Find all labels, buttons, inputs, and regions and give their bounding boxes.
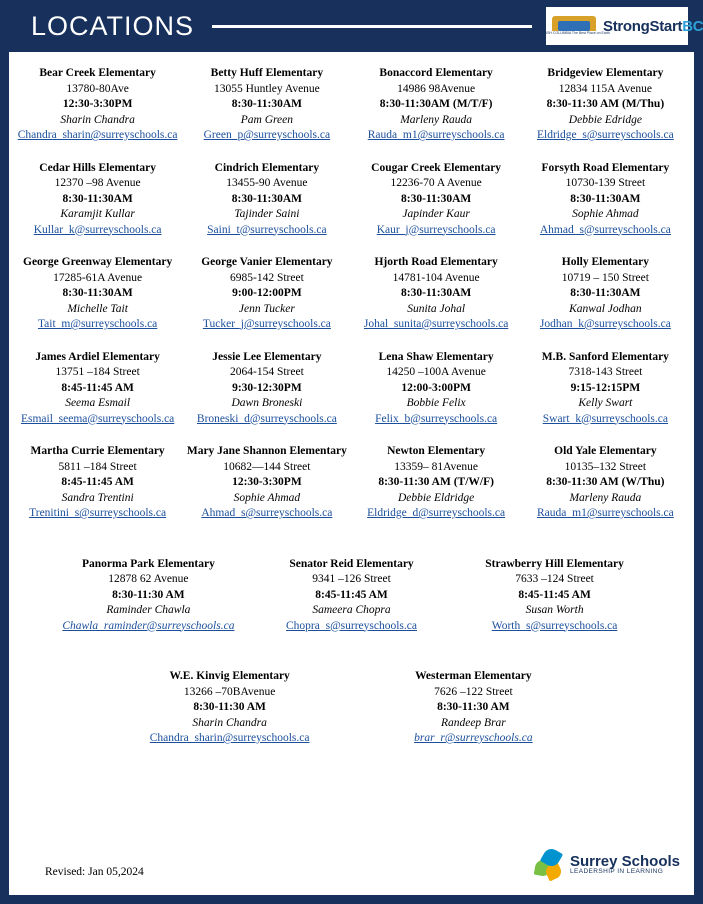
school-name: James Ardiel Elementary xyxy=(35,350,160,363)
school-name: Cedar Hills Elementary xyxy=(39,161,156,174)
locations-row xyxy=(13,557,690,635)
school-contact-email[interactable]: Kaur_j@surreyschools.ca xyxy=(376,223,496,236)
school-contact-name: Debbie Edridge xyxy=(568,113,642,126)
school-hours: 8:30-11:30AM xyxy=(400,287,472,299)
school-address: 10719 – 150 Street xyxy=(561,271,649,284)
school-entry xyxy=(108,669,352,747)
school-hours: 8:30-11:30AM xyxy=(62,192,133,205)
school-address: 12370 –98 Avenue xyxy=(54,177,141,189)
school-contact-email[interactable]: Tait_m@surreyschools.ca xyxy=(37,318,158,330)
school-address: 2064-154 Street xyxy=(229,366,304,378)
school-contact-email[interactable]: Chopra_s@surreyschools.ca xyxy=(286,619,417,632)
school-address: 13780-80Ave xyxy=(66,82,129,95)
school-hours: 12:30-3:30PM xyxy=(232,476,302,488)
surrey-schools-tagline: LEADERSHIP IN LEARNING xyxy=(569,868,664,876)
school-address: 9341 –126 Street xyxy=(312,573,391,585)
school-name: Bonaccord Elementary xyxy=(379,67,493,79)
school-entry xyxy=(521,255,690,333)
school-entry xyxy=(250,557,453,635)
school-name: Bear Creek Elementary xyxy=(39,67,156,79)
school-entry xyxy=(352,350,521,428)
locations-list xyxy=(9,52,694,764)
school-contact-name: Pam Green xyxy=(240,113,294,126)
school-entry xyxy=(13,444,182,522)
school-address: 13266 –70BAvenue xyxy=(183,685,276,698)
strongstart-wordmark xyxy=(603,18,703,35)
school-entry xyxy=(453,557,656,635)
school-name: Mary Jane Shannon Elementary xyxy=(186,445,347,457)
school-entry xyxy=(352,161,521,239)
school-entry xyxy=(182,66,351,144)
school-address: 10135–132 Street xyxy=(564,460,647,473)
school-hours: 8:30-11:30AM xyxy=(570,287,641,299)
school-address: 12236-70 A Avenue xyxy=(390,177,482,189)
school-contact-name: Debbie Eldridge xyxy=(397,491,475,504)
school-address: 13359– 81Avenue xyxy=(394,460,479,473)
school-contact-email[interactable]: Jodhan_k@surreyschools.ca xyxy=(539,318,671,330)
school-contact-email[interactable]: Chandra_sharin@surreyschools.ca xyxy=(17,129,178,141)
school-hours: 8:30-11:30 AM (T/W/F) xyxy=(378,476,494,488)
school-contact-name: Sophie Ahmad xyxy=(572,208,639,220)
school-hours: 12:00-3:00PM xyxy=(401,381,471,394)
school-name: Cougar Creek Elementary xyxy=(371,161,502,174)
school-hours: 8:30-11:30AM xyxy=(570,192,641,205)
school-entry xyxy=(182,444,351,522)
school-hours: 9:30-12:30PM xyxy=(232,381,302,394)
school-contact-name: Kelly Swart xyxy=(578,397,633,409)
crest-caption: BRITISH COLUMBIA The Best Place on Earth xyxy=(538,31,610,36)
school-contact-email[interactable]: Chandra_sharin@surreyschools.ca xyxy=(149,732,310,744)
school-name: Old Yale Elementary xyxy=(554,445,657,457)
school-name: George Greenway Elementary xyxy=(23,256,173,268)
school-contact-name: Sophie Ahmad xyxy=(233,491,301,504)
strongstart-wordmark-main: StrongStart xyxy=(603,17,683,35)
school-contact-name: Karamjit Kullar xyxy=(60,208,135,220)
section-spacer xyxy=(13,539,690,557)
school-entry xyxy=(521,161,690,239)
school-entry xyxy=(352,669,596,747)
school-address: 14781-104 Avenue xyxy=(392,271,480,284)
page-header xyxy=(9,0,703,52)
school-name: George Vanier Elementary xyxy=(201,256,333,268)
school-name: Bridgeview Elementary xyxy=(547,67,664,79)
school-address: 17285-61A Avenue xyxy=(53,271,143,284)
school-name: Jessie Lee Elementary xyxy=(212,350,322,363)
school-name: Betty Huff Elementary xyxy=(210,67,324,79)
school-entry xyxy=(47,557,250,635)
school-hours: 8:30-11:30 AM xyxy=(112,588,185,601)
school-name: Cindrich Elementary xyxy=(214,161,320,174)
school-name: Westerman Elementary xyxy=(415,670,532,682)
school-hours: 8:45-11:45 AM xyxy=(61,476,134,488)
school-contact-name: Tajinder Saini xyxy=(234,208,300,220)
school-name: Newton Elementary xyxy=(387,445,486,457)
leaf-icon xyxy=(535,848,565,882)
school-address: 7626 –122 Street xyxy=(434,685,513,698)
school-contact-name: Susan Worth xyxy=(525,604,584,616)
school-contact-email[interactable]: Chawla_raminder@surreyschools.ca xyxy=(62,619,235,632)
strongstart-bc-logo xyxy=(538,7,703,45)
school-name: M.B. Sanford Elementary xyxy=(541,350,669,363)
school-name: Strawberry Hill Elementary xyxy=(485,557,624,570)
school-entry xyxy=(182,161,351,239)
school-address: 13751 –184 Street xyxy=(55,366,140,378)
school-hours: 9:15-12:15PM xyxy=(570,381,641,394)
school-hours: 8:45-11:45 AM xyxy=(61,381,134,394)
school-address: 12834 115A Avenue xyxy=(558,82,653,95)
school-hours: 8:30-11:30 AM (W/Thu) xyxy=(546,476,665,488)
school-contact-email[interactable]: Esmail_seema@surreyschools.ca xyxy=(20,412,175,425)
page-title: LOCATIONS xyxy=(31,10,195,41)
school-contact-name: Marleny Rauda xyxy=(400,113,473,126)
locations-grid xyxy=(13,66,690,764)
locations-row xyxy=(13,444,690,522)
school-name: Panorma Park Elementary xyxy=(81,557,215,570)
school-contact-email[interactable]: Worth_s@surreyschools.ca xyxy=(491,619,618,632)
school-contact-name: Jenn Tucker xyxy=(238,302,295,315)
school-contact-email[interactable]: Broneski_d@surreyschools.ca xyxy=(196,412,337,425)
locations-row xyxy=(13,255,690,333)
revised-date: Revised: Jan 05,2024 xyxy=(45,866,144,878)
school-address: 10730-139 Street xyxy=(565,177,646,189)
locations-row xyxy=(13,66,690,144)
school-hours: 8:30-11:30 AM xyxy=(437,701,510,713)
school-entry xyxy=(521,66,690,144)
school-contact-email[interactable]: Tucker_j@surreyschools.ca xyxy=(202,318,331,330)
school-hours: 8:30-11:30AM (M/T/F) xyxy=(379,98,493,110)
crest-shield-shape xyxy=(552,16,596,31)
school-address: 13455-90 Avenue xyxy=(226,177,308,189)
surrey-schools-wordmark xyxy=(570,854,680,877)
school-contact-name: Kanwal Jodhan xyxy=(569,302,642,315)
school-contact-name: Sunita Johal xyxy=(407,302,466,315)
locations-row xyxy=(13,669,690,747)
school-hours: 8:30-11:30AM xyxy=(400,192,472,205)
school-contact-email[interactable]: Swart_k@surreyschools.ca xyxy=(542,412,668,425)
school-contact-name: Sameera Chopra xyxy=(312,604,391,616)
school-contact-name: Bobbie Felix xyxy=(406,397,466,409)
school-contact-email[interactable]: Kullar_k@surreyschools.ca xyxy=(33,223,162,236)
surrey-schools-name: Surrey Schools xyxy=(569,852,680,870)
locations-row xyxy=(13,350,690,428)
school-hours: 8:30-11:30AM xyxy=(231,192,302,205)
school-contact-name: Sandra Trentini xyxy=(61,491,134,504)
school-name: Forsyth Road Elementary xyxy=(541,161,670,174)
school-hours: 12:30-3:30PM xyxy=(62,98,133,110)
school-entry xyxy=(13,161,182,239)
locations-row xyxy=(13,161,690,239)
school-hours: 8:45-11:45 AM xyxy=(315,588,388,601)
school-contact-email[interactable]: Ahmad_s@surreyschools.ca xyxy=(539,223,671,236)
school-contact-email[interactable]: Saini_t@surreyschools.ca xyxy=(207,223,327,236)
page-footer xyxy=(9,830,694,886)
school-hours: 8:30-11:30 AM (M/Thu) xyxy=(546,98,665,110)
school-contact-email[interactable]: Eldridge_d@surreyschools.ca xyxy=(367,507,506,519)
school-hours: 8:30-11:30 AM xyxy=(193,701,266,713)
school-contact-name: Dawn Broneski xyxy=(231,397,303,409)
school-entry xyxy=(182,255,351,333)
school-address: 7318-143 Street xyxy=(568,366,643,378)
school-address: 14250 –100A Avenue xyxy=(386,366,486,378)
school-contact-email[interactable]: Eldridge_s@surreyschools.ca xyxy=(537,129,674,141)
school-hours: 8:45-11:45 AM xyxy=(518,588,591,601)
school-entry xyxy=(13,255,182,333)
school-address: 14986 98Avenue xyxy=(397,82,476,95)
school-contact-email[interactable]: Ahmad_s@surreyschools.ca xyxy=(201,507,333,519)
school-entry xyxy=(13,350,182,428)
header-divider-rule xyxy=(212,25,532,28)
school-contact-name: Japinder Kaur xyxy=(402,208,470,220)
school-entry xyxy=(352,66,521,144)
school-contact-name: Marleny Rauda xyxy=(569,491,642,504)
school-contact-name: Sharin Chandra xyxy=(192,716,267,729)
school-contact-email[interactable]: Felix_b@surreyschools.ca xyxy=(375,412,498,425)
school-contact-name: Raminder Chawla xyxy=(106,604,191,616)
school-hours: 9:00-12:00PM xyxy=(232,287,302,299)
school-contact-name: Randeep Brar xyxy=(440,716,506,729)
section-spacer xyxy=(13,651,690,669)
strongstart-wordmark-suffix: BC xyxy=(682,17,703,35)
school-contact-email[interactable]: Green_p@surreyschools.ca xyxy=(203,129,331,141)
school-hours: 8:30-11:30AM xyxy=(62,287,133,299)
school-contact-email[interactable]: Rauda_m1@surreyschools.ca xyxy=(537,507,674,519)
school-contact-name: Seema Esmail xyxy=(65,397,131,409)
surrey-schools-logo xyxy=(535,848,680,882)
school-address: 10682—144 Street xyxy=(223,460,311,473)
school-address: 13055 Huntley Avenue xyxy=(213,82,320,95)
school-entry xyxy=(521,350,690,428)
school-contact-email[interactable]: brar_r@surreyschools.ca xyxy=(414,732,533,744)
school-name: Hjorth Road Elementary xyxy=(374,256,498,268)
school-contact-email[interactable]: Rauda_m1@surreyschools.ca xyxy=(367,129,505,141)
school-entry xyxy=(352,444,521,522)
school-contact-email[interactable]: Trenitini_s@surreyschools.ca xyxy=(29,507,167,519)
school-address: 7633 –124 Street xyxy=(515,573,594,585)
school-name: Senator Reid Elementary xyxy=(289,557,414,570)
bc-crest-icon xyxy=(538,9,610,43)
school-entry xyxy=(13,66,182,144)
school-contact-email[interactable]: Johal_sunita@surreyschools.ca xyxy=(363,318,509,330)
school-hours: 8:30-11:30AM xyxy=(231,98,302,110)
school-address: 6985-142 Street xyxy=(229,271,304,284)
school-name: Holly Elementary xyxy=(561,256,649,268)
school-name: Lena Shaw Elementary xyxy=(378,350,494,363)
school-entry xyxy=(521,444,690,522)
school-entry xyxy=(182,350,351,428)
school-name: W.E. Kinvig Elementary xyxy=(169,670,290,682)
school-name: Martha Currie Elementary xyxy=(30,445,165,457)
school-contact-name: Michelle Tait xyxy=(67,302,128,315)
school-address: 12878 62 Avenue xyxy=(108,573,189,585)
school-entry xyxy=(352,255,521,333)
school-contact-name: Sharin Chandra xyxy=(60,113,135,126)
school-address: 5811 –184 Street xyxy=(58,460,137,473)
